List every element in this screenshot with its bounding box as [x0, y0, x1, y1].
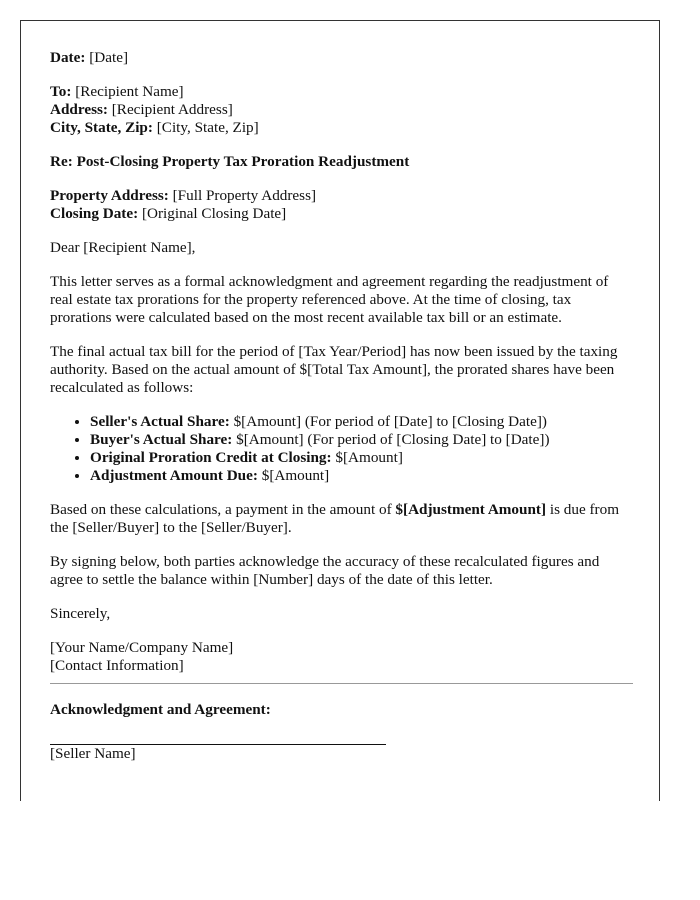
letter-content [50, 49, 634, 763]
payment-text-end: is due from the [Seller/Buyer] to the [Seller/Buyer]. [50, 501, 620, 536]
to-label: To: [50, 83, 72, 100]
sender-name: [Your Name/Company Name] [50, 639, 234, 656]
property-address-value: [Full Property Address] [172, 187, 317, 204]
divider [50, 683, 633, 684]
item-label: Buyer's Actual Share: [90, 431, 233, 448]
salutation: Dear [Recipient Name], [50, 239, 196, 256]
intro-paragraph: This letter serves as a formal acknowledgment and agreement regarding the readjustment of real estate tax prorations for the property referenced above. At the time of closing, tax prorations were calculated based on the most recent available tax bill or an estimate. [50, 273, 609, 326]
recipient-block [50, 83, 634, 137]
date-value: [Date] [89, 49, 129, 66]
ack-heading-text: Acknowledgment and Agreement: [50, 701, 271, 718]
address-value: [Recipient Address] [111, 101, 233, 118]
closing-date-value: [Original Closing Date] [141, 205, 287, 222]
item-value: $[Amount] [331, 449, 403, 466]
address-label: Address: [50, 101, 108, 118]
sender-contact: [Contact Information] [50, 657, 184, 674]
letter-page [20, 20, 660, 801]
item-label: Original Proration Credit at Closing: [90, 449, 332, 466]
to-value: [Recipient Name] [75, 83, 184, 100]
city-label: City, State, Zip: [50, 119, 153, 136]
item-value: $[Amount] [257, 467, 330, 484]
acknowledgment-heading [50, 701, 634, 719]
city-value: [City, State, Zip] [156, 119, 259, 136]
signing-paragraph: By signing below, both parties acknowledge the accuracy of these recalculated figures and agree to settle the balance within [Number] days of the date of this letter. [50, 553, 600, 588]
item-value: $[Amount] (For period of [Date] to [Closing Date]) [229, 413, 547, 430]
item-label: Adjustment Amount Due: [90, 467, 258, 484]
seller-name: [Seller Name] [50, 745, 136, 762]
list-item [90, 449, 634, 467]
subject: Re: Post-Closing Property Tax Proration Readjustment [50, 153, 410, 170]
proration-list [50, 413, 634, 485]
payment-text: Based on these calculations, a payment in the amount of [50, 501, 396, 518]
payment-paragraph [50, 501, 634, 537]
date-label: Date: [50, 49, 86, 66]
date-line [50, 49, 634, 67]
sender-block [50, 639, 634, 675]
valediction: Sincerely, [50, 605, 111, 622]
list-item [90, 431, 634, 449]
subject-line [50, 153, 634, 171]
list-item [90, 467, 634, 485]
final-bill-paragraph: The final actual tax bill for the period of [Tax Year/Period] has now been issued by the taxing authority. Based on the actual amount of $[Total Tax Amount], the prorated shares have been recalculated as follows: [50, 343, 618, 396]
closing-date-label: Closing Date: [50, 205, 139, 222]
list-item [90, 413, 634, 431]
property-address-label: Property Address: [50, 187, 169, 204]
item-label: Seller's Actual Share: [90, 413, 230, 430]
adjustment-amount: $[Adjustment Amount] [395, 501, 547, 518]
property-block [50, 187, 634, 223]
item-value: $[Amount] (For period of [Closing Date] to [Date]) [232, 431, 550, 448]
